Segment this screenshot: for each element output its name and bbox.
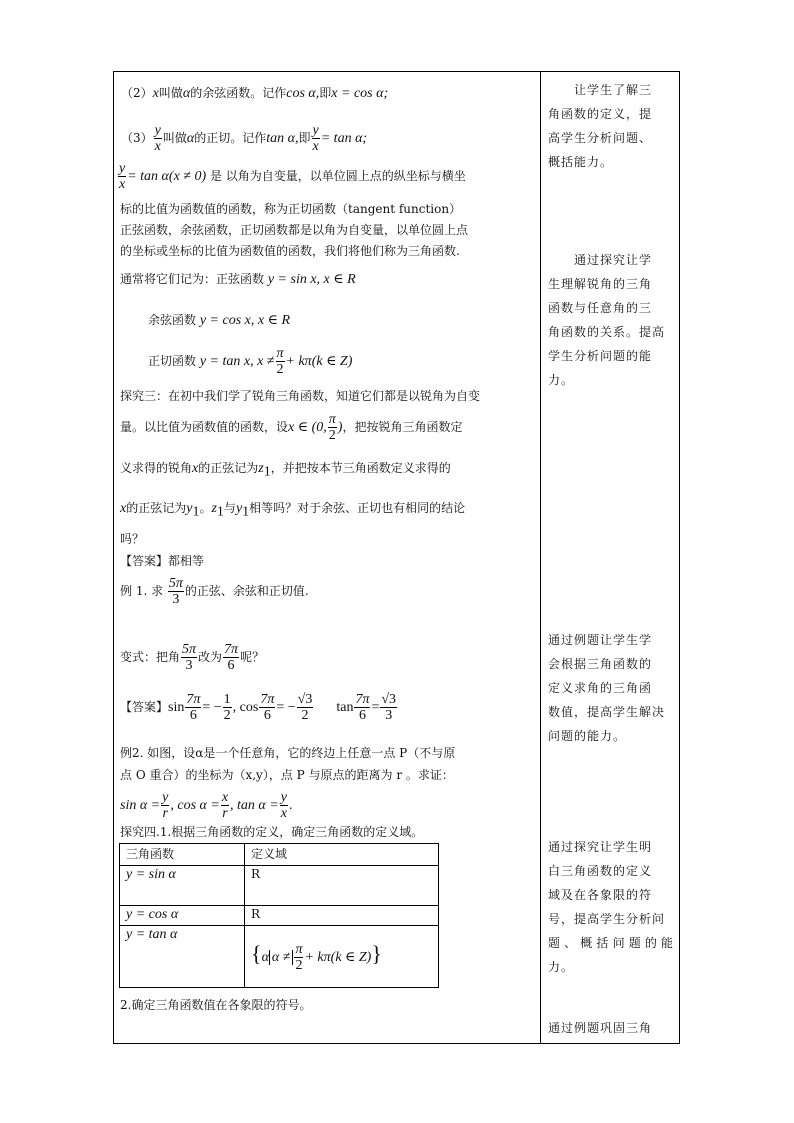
fraction-y-over-x xyxy=(312,123,320,154)
var-x: x xyxy=(192,461,199,476)
denominator: 6 xyxy=(189,708,197,723)
formula: cos α, xyxy=(286,86,320,101)
table-cell xyxy=(120,926,245,988)
denominator: 2 xyxy=(301,708,309,723)
text: 【答案】 xyxy=(120,700,169,714)
note-line: 白三角函数的定义 xyxy=(548,864,653,878)
denominator: x xyxy=(119,177,126,192)
numerator: x xyxy=(221,790,229,805)
line-sin-function xyxy=(120,271,356,288)
text: ，把按锐角三角函数定 xyxy=(342,420,463,434)
text: 叫做 xyxy=(162,131,187,145)
explore-four: 探究四.1.根据三角函数的定义，确定三角函数的定义域。 xyxy=(120,825,424,839)
var-alpha: α xyxy=(261,949,269,965)
formula: , cos α = xyxy=(170,798,220,813)
formula: + kπ(k ∈ Z) xyxy=(304,949,372,965)
table-cell xyxy=(120,866,245,906)
var-z: z xyxy=(258,461,264,476)
fraction-sqrt3-over-3 xyxy=(380,692,397,723)
note-line: 问题的能力。 xyxy=(548,729,627,743)
note-line: 函数与任意角的三 xyxy=(548,301,653,315)
formula: y = sin α xyxy=(126,867,176,882)
line-tan-domain xyxy=(148,346,352,377)
text: 正切函数 xyxy=(148,354,200,368)
fraction-pi-over-2 xyxy=(328,412,337,443)
numerator: 7π xyxy=(355,692,370,707)
fraction-7pi-over-6 xyxy=(185,692,201,723)
example-2-line-2: 点 O 重合）的坐标为（x,y），点 P 与原点的距离为 r 。求证： xyxy=(120,768,454,782)
line-text: 标的比值为函数值的函数，称为正切函数（tangent function） xyxy=(120,202,462,216)
line-cos-function xyxy=(148,312,290,329)
denominator: 3 xyxy=(185,658,193,673)
text: ，并把按本节三角函数定义求得的 xyxy=(270,461,451,475)
note-line: 数值，提高学生解决 xyxy=(548,705,666,719)
formula: + kπ(k ∈ Z) xyxy=(285,354,353,369)
fraction-5pi-over-3 xyxy=(168,576,184,607)
note-block-4 xyxy=(548,835,674,979)
denominator: r xyxy=(162,806,168,821)
text: （3） xyxy=(121,131,153,145)
text: （2） xyxy=(121,86,153,100)
numerator: 7π xyxy=(186,692,201,707)
denominator: x xyxy=(312,139,319,154)
note-block-3 xyxy=(548,628,674,748)
subscript: 1 xyxy=(263,464,271,480)
numerator: 5π xyxy=(168,576,183,591)
note-line: 角函数的关系。提高 xyxy=(548,325,666,339)
note-line: 号，提高学生分析问 xyxy=(548,912,666,926)
fraction-pi-over-2 xyxy=(294,942,303,973)
table-header: 定义域 xyxy=(245,844,439,866)
note-line: 力。 xyxy=(548,373,575,387)
fraction-sqrt3-over-2 xyxy=(297,692,314,723)
numerator: √3 xyxy=(297,692,313,707)
note-block-5 xyxy=(548,1016,674,1040)
numerator: 5π xyxy=(182,642,197,657)
formula: x = cos α; xyxy=(331,86,389,101)
denominator: 2 xyxy=(295,957,303,973)
note-line: 定义求角的三角函 xyxy=(548,681,653,695)
formula: = tan α(x ≠ 0) xyxy=(127,169,207,184)
numerator: y xyxy=(154,123,161,138)
numerator: 1 xyxy=(223,692,231,707)
func-cos: , cos xyxy=(232,700,259,715)
subscript: 1 xyxy=(242,504,250,520)
line-text: 吗？ xyxy=(120,532,145,546)
example-2-formula xyxy=(120,790,292,821)
fraction-7pi-over-6 xyxy=(223,642,239,673)
variant-question xyxy=(120,642,264,673)
formula: y = cos x, x ∈ R xyxy=(199,313,290,328)
table-cell xyxy=(120,906,245,926)
text: 的正弦记为 xyxy=(198,461,259,475)
var-y: y xyxy=(235,501,243,516)
line-text: 正弦函数，余弦函数，正切函数都是以角为自变量，以单位圆上点 xyxy=(120,223,469,237)
fraction-y-over-r xyxy=(161,790,169,821)
text: 与 xyxy=(223,501,236,515)
note-line: 会根据三角函数的 xyxy=(548,657,653,671)
text: 即 xyxy=(319,86,332,100)
denominator: 3 xyxy=(385,708,393,723)
note-line: 概括能力。 xyxy=(548,155,614,169)
note-line: 生理解锐角的三角 xyxy=(548,277,653,291)
operator: = − xyxy=(276,700,296,715)
text: 的余弦函数。记作 xyxy=(190,86,287,100)
fraction-5pi-over-3 xyxy=(181,642,197,673)
formula: y = tan α xyxy=(126,927,178,942)
var-z: z xyxy=(211,501,217,516)
line-explore-three-c xyxy=(120,500,465,520)
fraction-y-over-x xyxy=(280,790,288,821)
formula: y = cos α xyxy=(126,907,179,922)
column-divider xyxy=(540,71,541,1044)
text: 的正弦、余弦和正切值. xyxy=(184,584,309,598)
formula: ) xyxy=(337,420,343,435)
answer-1: 【答案】都相等 xyxy=(120,554,205,568)
note-line: 让学生了解三 xyxy=(574,83,653,97)
var-x: x xyxy=(152,86,159,101)
var-y: y xyxy=(186,501,193,516)
numerator: y xyxy=(162,790,169,805)
formula: = tan α; xyxy=(320,131,368,146)
numerator: y xyxy=(280,790,287,805)
denominator: 2 xyxy=(223,708,231,723)
denominator: 6 xyxy=(358,708,366,723)
denominator: 2 xyxy=(276,362,284,377)
denominator: 2 xyxy=(328,428,336,443)
brace-left: { xyxy=(251,940,262,966)
fraction-7pi-over-6 xyxy=(259,692,275,723)
note-line: 高学生分析问题、 xyxy=(548,131,653,145)
text: 是 以角为自变量，以单位圆上点的纵坐标与横坐 xyxy=(206,169,466,183)
text: 相等吗？对于余弦、正切也有相同的结论 xyxy=(249,501,466,515)
line-tan-function xyxy=(117,161,466,192)
denominator: x xyxy=(154,139,161,154)
text: 量。以比值为函数值的函数，设 xyxy=(120,420,289,434)
text: 的正切。记作 xyxy=(194,131,267,145)
text: 通常将它们记为：正弦函数 xyxy=(120,272,268,286)
note-line: 域及在各象限的符 xyxy=(548,888,653,902)
formula: tan α, xyxy=(266,131,299,146)
text: 余弦函数 xyxy=(148,313,200,327)
denominator: 6 xyxy=(227,658,235,673)
fraction-y-over-x xyxy=(154,123,162,154)
formula: y = tan x, x ≠ xyxy=(199,354,275,369)
table-cell xyxy=(245,926,439,988)
table-header: 三角函数 xyxy=(120,844,245,866)
period: . xyxy=(288,798,293,813)
table-cell: R xyxy=(245,866,439,906)
denominator: r xyxy=(222,806,228,821)
subscript: 1 xyxy=(192,504,200,520)
note-line: 角函数的定义，提 xyxy=(548,107,653,121)
subscript: 1 xyxy=(216,504,224,520)
explore-four-part-2: 2.确定三角函数值在各象限的符号。 xyxy=(120,998,312,1012)
var-alpha: α xyxy=(182,86,191,101)
func-tan: tan xyxy=(336,700,354,715)
note-line: 通过探究让学生明 xyxy=(548,840,653,854)
text: 改为 xyxy=(198,650,223,664)
denominator: x xyxy=(280,806,287,821)
var-alpha: α xyxy=(186,131,195,146)
numerator: π xyxy=(276,346,284,361)
formula: α ≠ xyxy=(269,950,294,965)
note-line: 题、概括问题的能力。 xyxy=(548,936,674,974)
operator: = xyxy=(371,700,380,715)
numerator: y xyxy=(312,123,319,138)
text: 变式：把角 xyxy=(120,650,181,664)
numerator: √3 xyxy=(381,692,397,707)
var-x: x xyxy=(120,501,127,516)
fraction-pi-over-2 xyxy=(276,346,285,377)
note-line: 通过例题让学生学 xyxy=(548,633,653,647)
note-line: 通过探究让学 xyxy=(574,253,653,267)
line-tan-definition xyxy=(121,123,367,154)
line-text: 的坐标或坐标的比值为函数值的函数，我们将他们称为三角函数. xyxy=(120,244,460,258)
text: 叫做 xyxy=(158,86,183,100)
note-line: 学生分析问题的能 xyxy=(548,349,653,363)
line-cos-definition xyxy=(121,85,388,102)
denominator: 3 xyxy=(172,592,180,607)
denominator: 6 xyxy=(263,708,271,723)
numerator: 7π xyxy=(260,692,275,707)
numerator: π xyxy=(295,941,303,957)
line-explore-three xyxy=(120,412,462,443)
formula: y = sin x, x ∈ R xyxy=(267,272,356,287)
text: 例 1. 求 xyxy=(120,584,167,598)
table-cell: R xyxy=(245,906,439,926)
text: 义求得的锐角 xyxy=(120,461,193,475)
brace-right: } xyxy=(371,940,382,966)
fraction-y-over-x xyxy=(118,161,126,192)
answer-2 xyxy=(120,692,398,723)
fraction-1-over-2 xyxy=(223,692,232,723)
text: 呢？ xyxy=(240,650,265,664)
note-block-1 xyxy=(548,78,674,174)
formula: x ∈ (0, xyxy=(288,420,327,435)
numerator: y xyxy=(119,161,126,176)
note-block-2 xyxy=(548,248,674,392)
text: 的正弦记为 xyxy=(126,501,187,515)
formula: , tan α = xyxy=(230,798,279,813)
text: 即 xyxy=(298,131,311,145)
fraction-7pi-over-6 xyxy=(354,692,370,723)
line-explore-three-b xyxy=(120,460,451,480)
example-2-line-1: 例2. 如图，设α是一个任意角，它的终边上任意一点 P（不与原 xyxy=(120,746,456,760)
func-sin: sin xyxy=(168,700,185,715)
fraction-x-over-r xyxy=(221,790,229,821)
numerator: 7π xyxy=(224,642,239,657)
domain-table xyxy=(119,843,439,988)
line-text: 探究三：在初中我们学了锐角三角函数，知道它们都是以锐角为自变 xyxy=(120,389,481,403)
note-line: 通过例题巩固三角 xyxy=(548,1021,653,1035)
formula: sin α = xyxy=(120,798,161,813)
text: 。 xyxy=(199,501,212,515)
operator: = − xyxy=(202,700,222,715)
example-1 xyxy=(120,576,309,607)
numerator: π xyxy=(328,412,336,427)
